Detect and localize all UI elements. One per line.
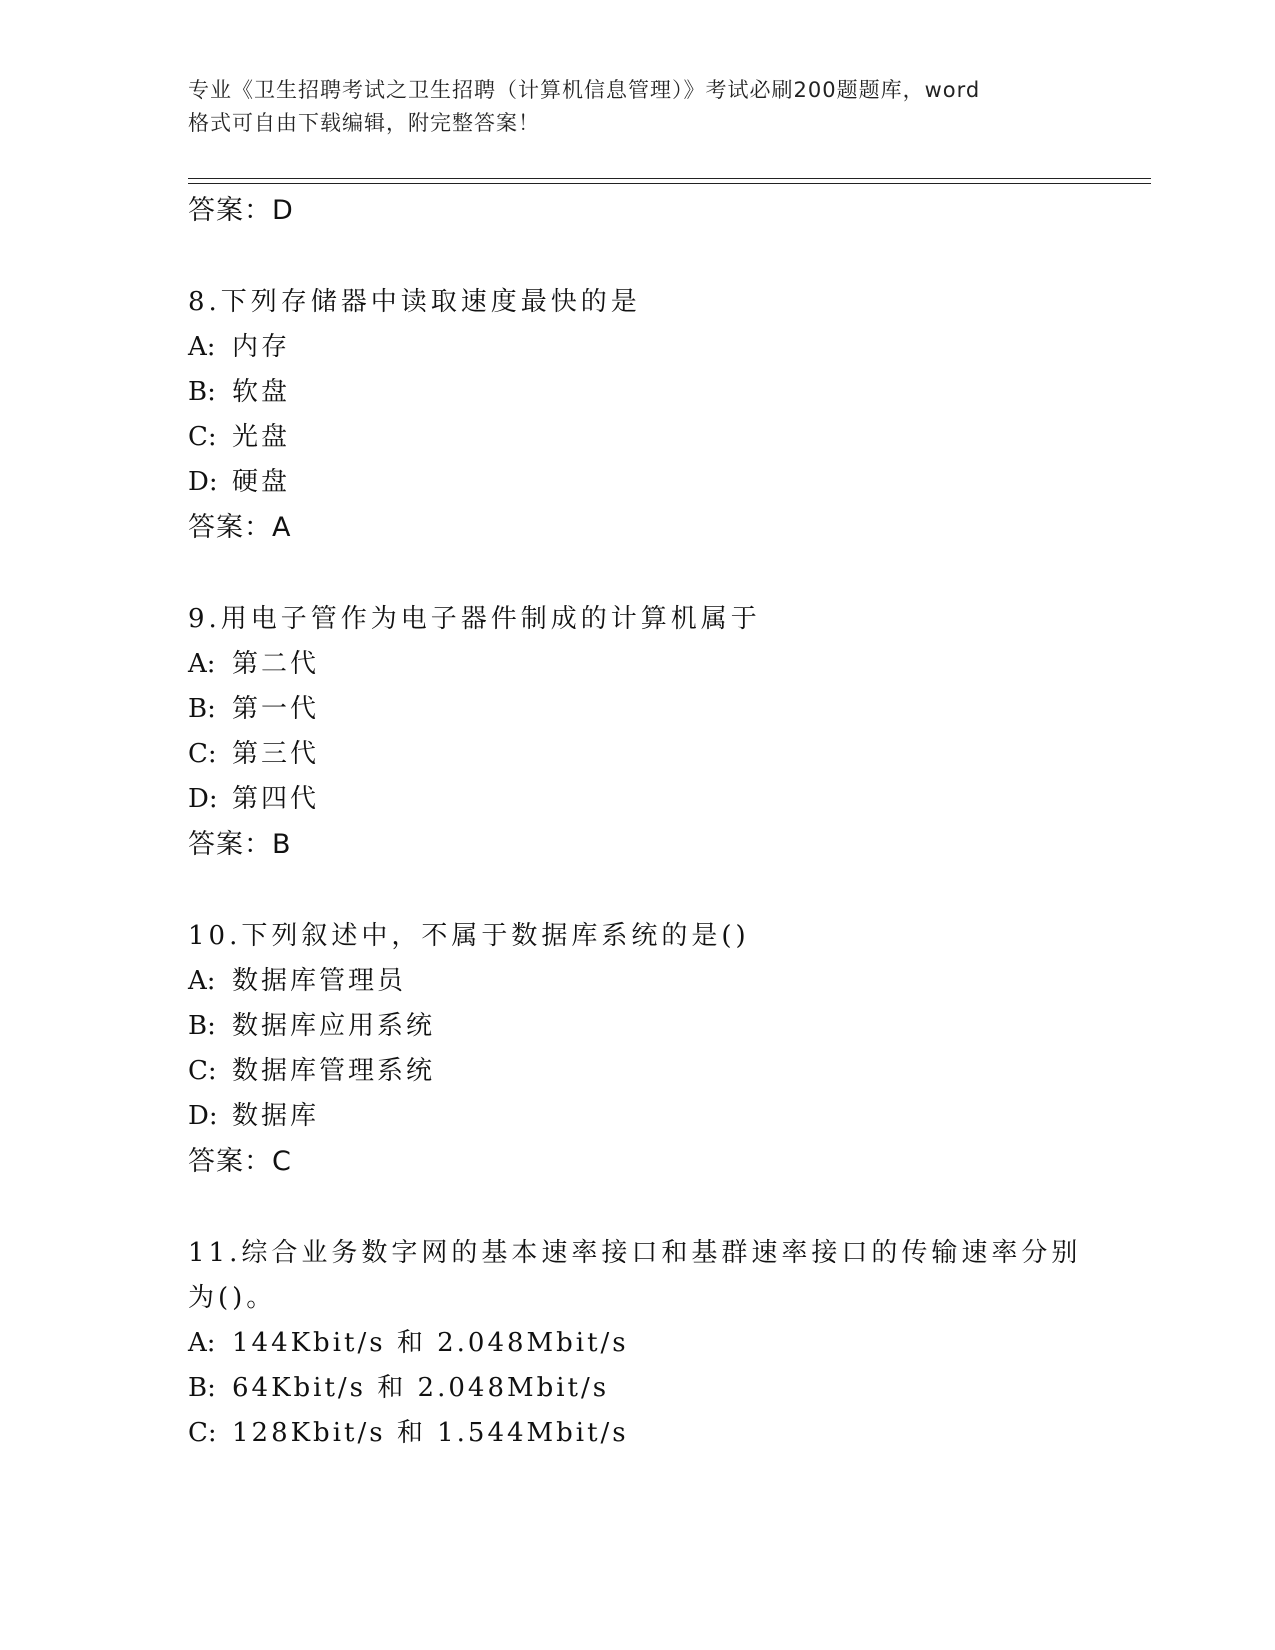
option-text: 64Kbit/s 和 2.048Mbit/s — [232, 1373, 610, 1403]
option-a — [188, 1321, 1088, 1366]
question-text: 10.下列叙述中，不属于数据库系统的是() — [188, 921, 750, 951]
option-letter: C: — [188, 739, 217, 769]
header-line-2: 格式可自由下载编辑，附完整答案！ — [188, 111, 540, 135]
answer-line: 答案：B — [188, 829, 292, 860]
option-text: 144Kbit/s 和 2.048Mbit/s — [232, 1328, 629, 1358]
question-block — [188, 914, 1088, 1184]
option-b — [188, 370, 1088, 415]
option-text: 128Kbit/s 和 1.544Mbit/s — [232, 1418, 629, 1448]
option-c — [188, 732, 1088, 777]
option-text: 数据库管理系统 — [232, 1056, 436, 1086]
option-text: 数据库管理员 — [232, 966, 407, 996]
option-a — [188, 959, 1088, 1004]
question-text: 11.综合业务数字网的基本速率接口和基群速率接口的传输速率分别为()。 — [188, 1238, 1082, 1313]
option-text: 第四代 — [232, 784, 320, 814]
option-text: 硬盘 — [232, 467, 291, 497]
option-b — [188, 1366, 1088, 1411]
option-d — [188, 460, 1088, 505]
option-letter: A: — [188, 1328, 216, 1358]
option-text: 数据库应用系统 — [232, 1011, 436, 1041]
option-text: 第二代 — [232, 649, 320, 679]
option-a — [188, 325, 1088, 370]
answer-line: 答案：D — [188, 195, 294, 226]
option-letter: A: — [188, 332, 216, 362]
option-d — [188, 1094, 1088, 1139]
option-letter: C: — [188, 422, 217, 452]
option-text: 数据库 — [232, 1101, 320, 1131]
option-letter: C: — [188, 1418, 217, 1448]
question-text: 9.用电子管作为电子器件制成的计算机属于 — [188, 604, 761, 634]
option-letter: A: — [188, 649, 216, 679]
header-line-1: 专业《卫生招聘考试之卫生招聘（计算机信息管理）》考试必刷200题题库，word — [188, 78, 981, 102]
option-letter: B: — [188, 694, 216, 724]
question-block — [188, 280, 1088, 550]
option-letter: D: — [188, 1101, 218, 1131]
header-rule-top — [188, 178, 1151, 179]
answer-line: 答案：A — [188, 512, 292, 543]
option-b — [188, 1004, 1088, 1049]
option-text: 第三代 — [232, 739, 320, 769]
question-block — [188, 1231, 1088, 1456]
option-text: 内存 — [232, 332, 291, 362]
option-letter: A: — [188, 966, 216, 996]
question-list — [188, 188, 1088, 1456]
option-letter: D: — [188, 467, 218, 497]
option-letter: B: — [188, 1011, 216, 1041]
option-c — [188, 1049, 1088, 1094]
option-letter: C: — [188, 1056, 217, 1086]
question-block — [188, 597, 1088, 867]
option-text: 软盘 — [232, 377, 291, 407]
option-letter: B: — [188, 1373, 216, 1403]
document-header — [188, 74, 1088, 140]
option-b — [188, 687, 1088, 732]
answer-line: 答案：C — [188, 1146, 292, 1177]
option-c — [188, 415, 1088, 460]
option-text: 第一代 — [232, 694, 320, 724]
question-text: 8.下列存储器中读取速度最快的是 — [188, 287, 641, 317]
option-letter: D: — [188, 784, 218, 814]
option-text: 光盘 — [232, 422, 291, 452]
option-d — [188, 777, 1088, 822]
option-letter: B: — [188, 377, 216, 407]
header-rule-bottom — [188, 183, 1151, 184]
option-a — [188, 642, 1088, 687]
option-c — [188, 1411, 1088, 1456]
